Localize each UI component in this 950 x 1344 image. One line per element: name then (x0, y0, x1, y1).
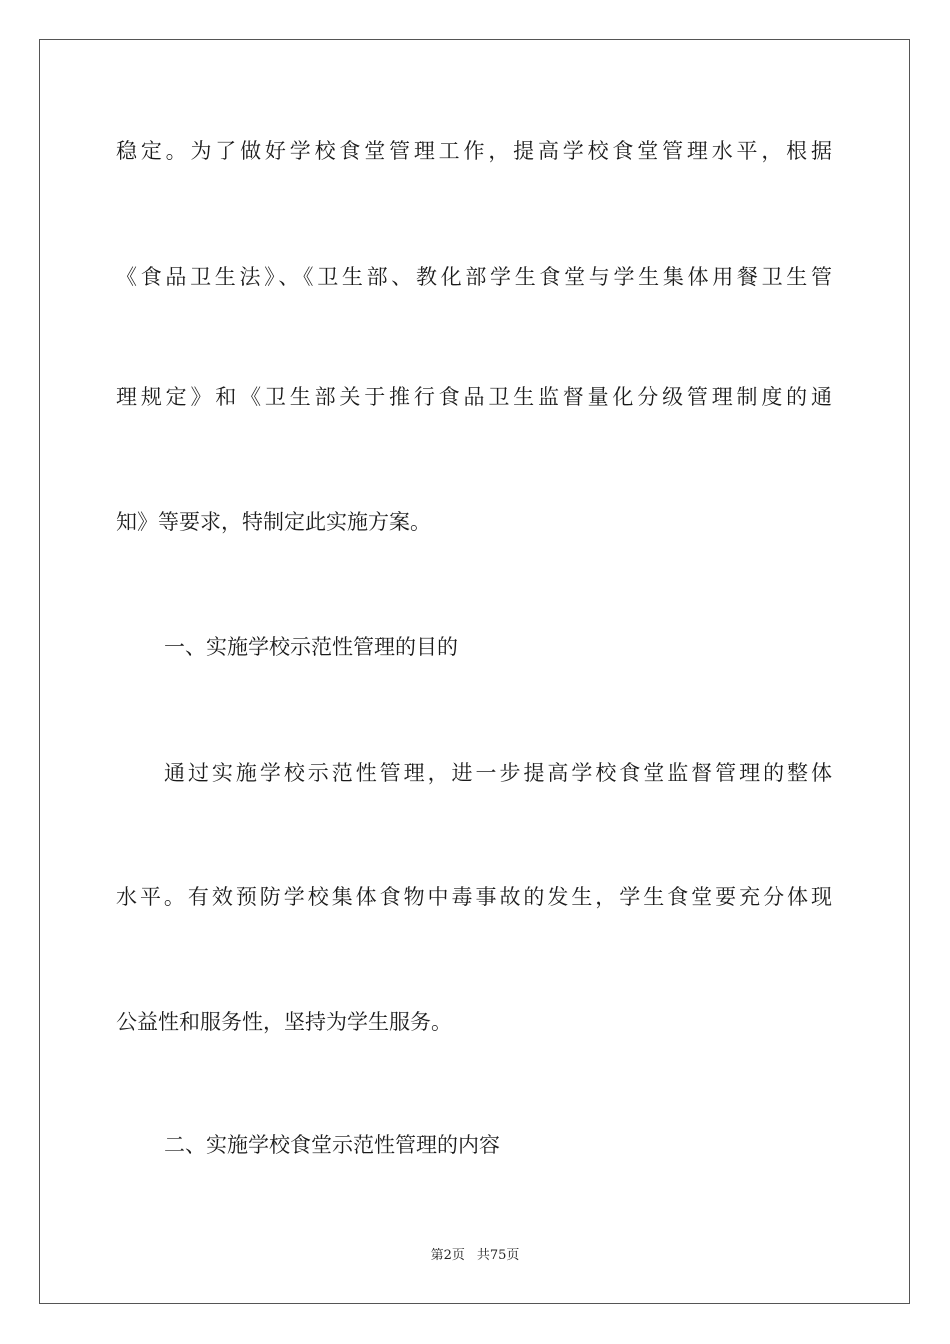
paragraph-line: 通过实施学校示范性管理，进一步提高学校食堂监督管理的整体 (164, 761, 832, 785)
paragraph-line: 《食品卫生法》、《卫生部、教化部学生食堂与学生集体用餐卫生管 (116, 265, 832, 289)
paragraph-line: 理规定》和《卫生部关于推行食品卫生监督量化分级管理制度的通 (116, 385, 832, 409)
section-heading: 一、实施学校示范性管理的目的 (164, 635, 458, 659)
page-number-current: 第2页 (430, 1248, 465, 1263)
page-footer (0, 1247, 950, 1265)
paragraph-line: 公益性和服务性，坚持为学生服务。 (116, 1010, 452, 1034)
paragraph-line: 知》等要求，特制定此实施方案。 (116, 510, 431, 534)
paragraph-line: 稳定。为了做好学校食堂管理工作，提高学校食堂管理水平，根据 (116, 139, 832, 163)
page-number-total: 共75页 (476, 1248, 520, 1263)
paragraph-line: 水平。有效预防学校集体食物中毒事故的发生，学生食堂要充分体现 (116, 885, 832, 909)
page-border (39, 39, 910, 1304)
section-heading: 二、实施学校食堂示范性管理的内容 (164, 1133, 500, 1157)
